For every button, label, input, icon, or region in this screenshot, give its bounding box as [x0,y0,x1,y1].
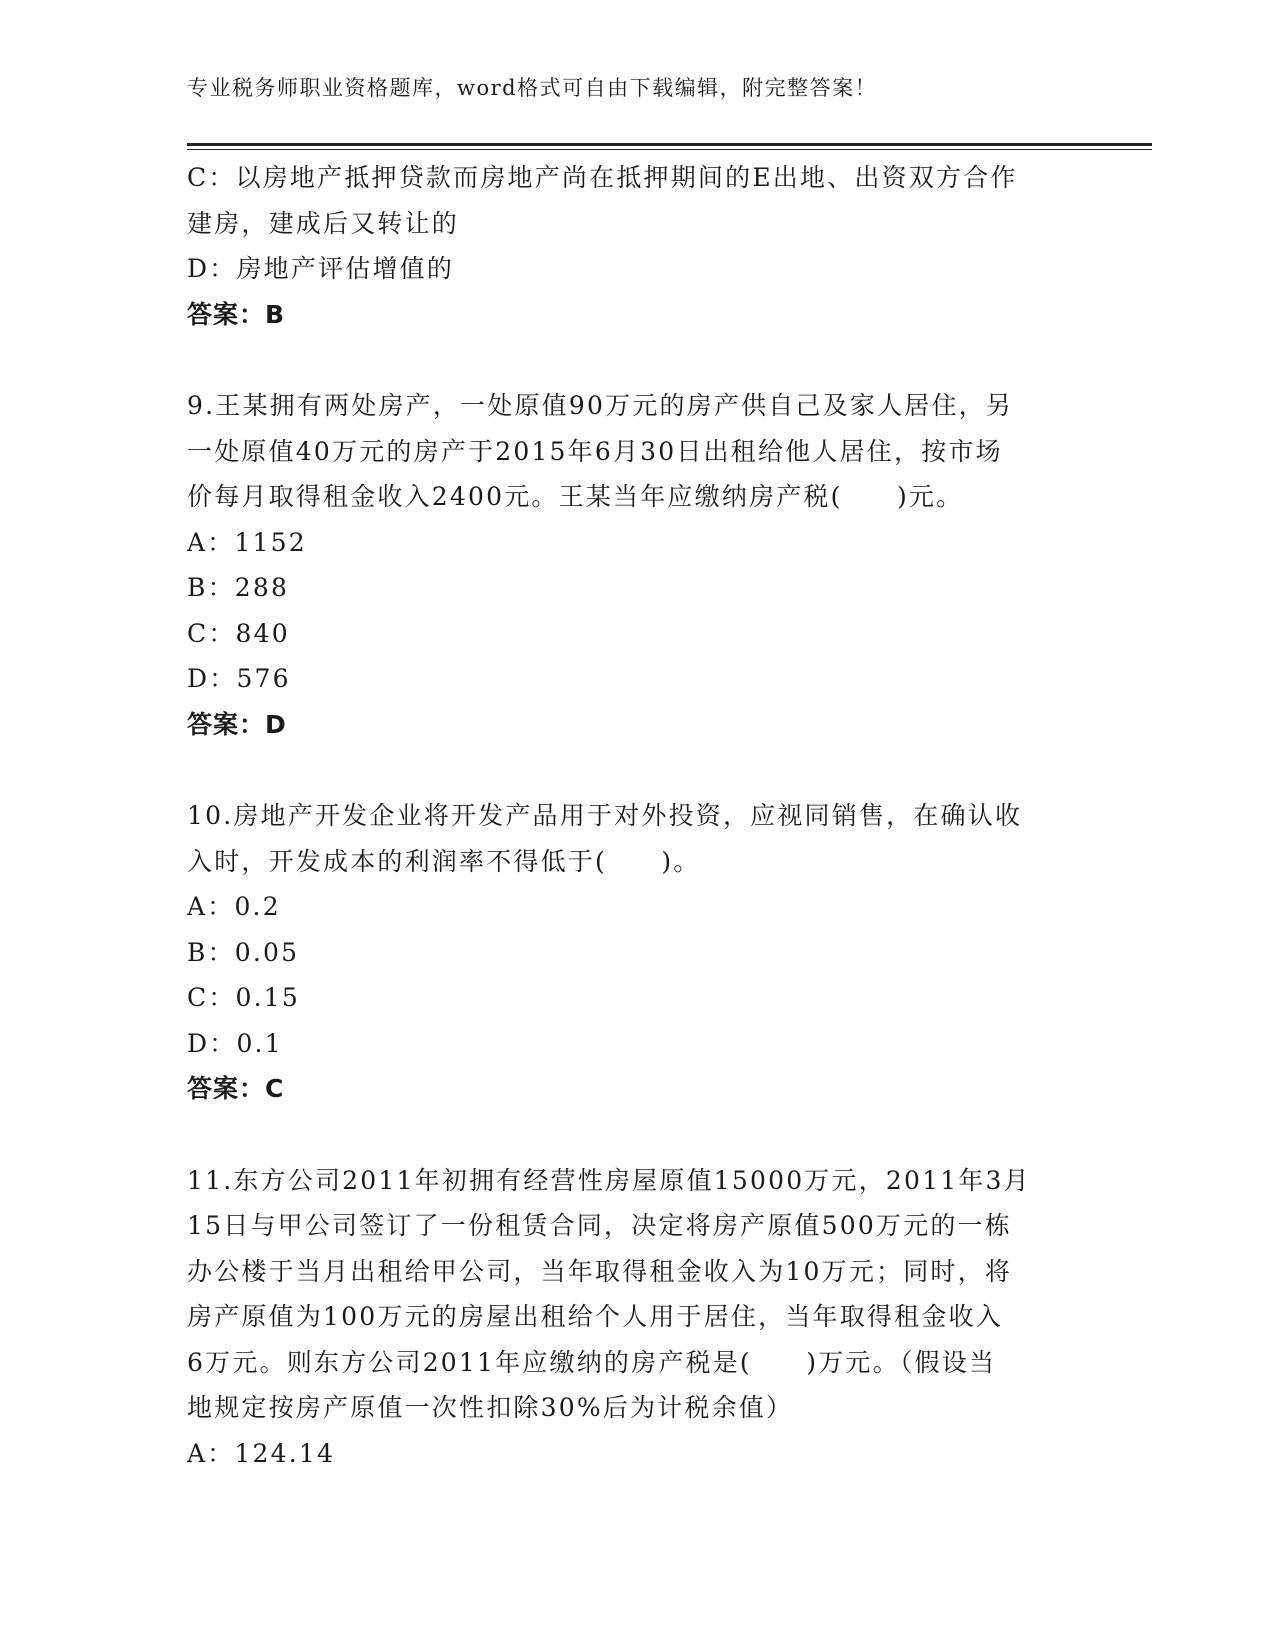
question-10 [187,793,1092,1112]
option-a: A：0.2 [187,892,281,921]
question-11 [187,1158,1092,1477]
option-a: A：1152 [187,527,307,557]
question-text-line: 10.房地产开发企业将开发产品用于对外投资，应视同销售，在确认收 [187,801,1023,830]
option-d: D：0.1 [187,1028,283,1058]
question-9 [187,383,1092,747]
option-c: C：0.15 [187,983,300,1012]
header-rule-thin [187,149,1152,150]
answer: 答案：C [187,1074,285,1103]
document-body [187,155,1092,1476]
page-header: 专业税务师职业资格题库，word格式可自由下载编辑，附完整答案！ [187,76,878,100]
spacer [187,337,1092,383]
answer: 答案：D [187,709,287,739]
question-text-line: 6万元。则东方公司2011年应缴纳的房产税是( )万元。（假设当 [187,1347,997,1377]
spacer [187,747,1092,793]
question-8-continuation [187,155,1092,337]
question-text-line: 一处原值40万元的房产于2015年6月30日出租给他人居住，按市场 [187,436,1003,466]
question-text-line: 房产原值为100万元的房屋出租给个人用于居住，当年取得租金收入 [187,1302,1003,1331]
option-c-line-2: 建房，建成后又转让的 [187,208,460,238]
question-text-line: 地规定按房产原值一次性扣除30%后为计税余值） [187,1393,794,1422]
question-text-line: 11.东方公司2011年初拥有经营性房屋原值15000万元，2011年3月 [187,1165,1031,1195]
option-b: B：0.05 [187,937,300,967]
question-text-line: 入时，开发成本的利润率不得低于( )。 [187,846,701,876]
answer: 答案：B [187,299,286,329]
option-c: C：840 [187,618,290,648]
option-b: B：288 [187,573,290,602]
question-text-line: 9.王某拥有两处房产，一处原值90万元的房产供自己及家人居住，另 [187,391,1014,420]
question-text-line: 价每月取得租金收入2400元。王某当年应缴纳房产税( )元。 [187,482,964,511]
header-rule-thick [187,143,1152,146]
question-text-line: 15日与甲公司签订了一份租赁合同，决定将房产原值500万元的一栋 [187,1211,1012,1240]
option-a: A：124.14 [187,1438,336,1468]
option-c-line-1: C：以房地产抵押贷款而房地产尚在抵押期间的E出地、出资双方合作 [187,163,1018,192]
option-d: D：576 [187,664,291,693]
option-d: D：房地产评估增值的 [187,254,455,283]
question-text-line: 办公楼于当月出租给甲公司，当年取得租金收入为10万元；同时，将 [187,1256,1013,1286]
spacer [187,1112,1092,1158]
